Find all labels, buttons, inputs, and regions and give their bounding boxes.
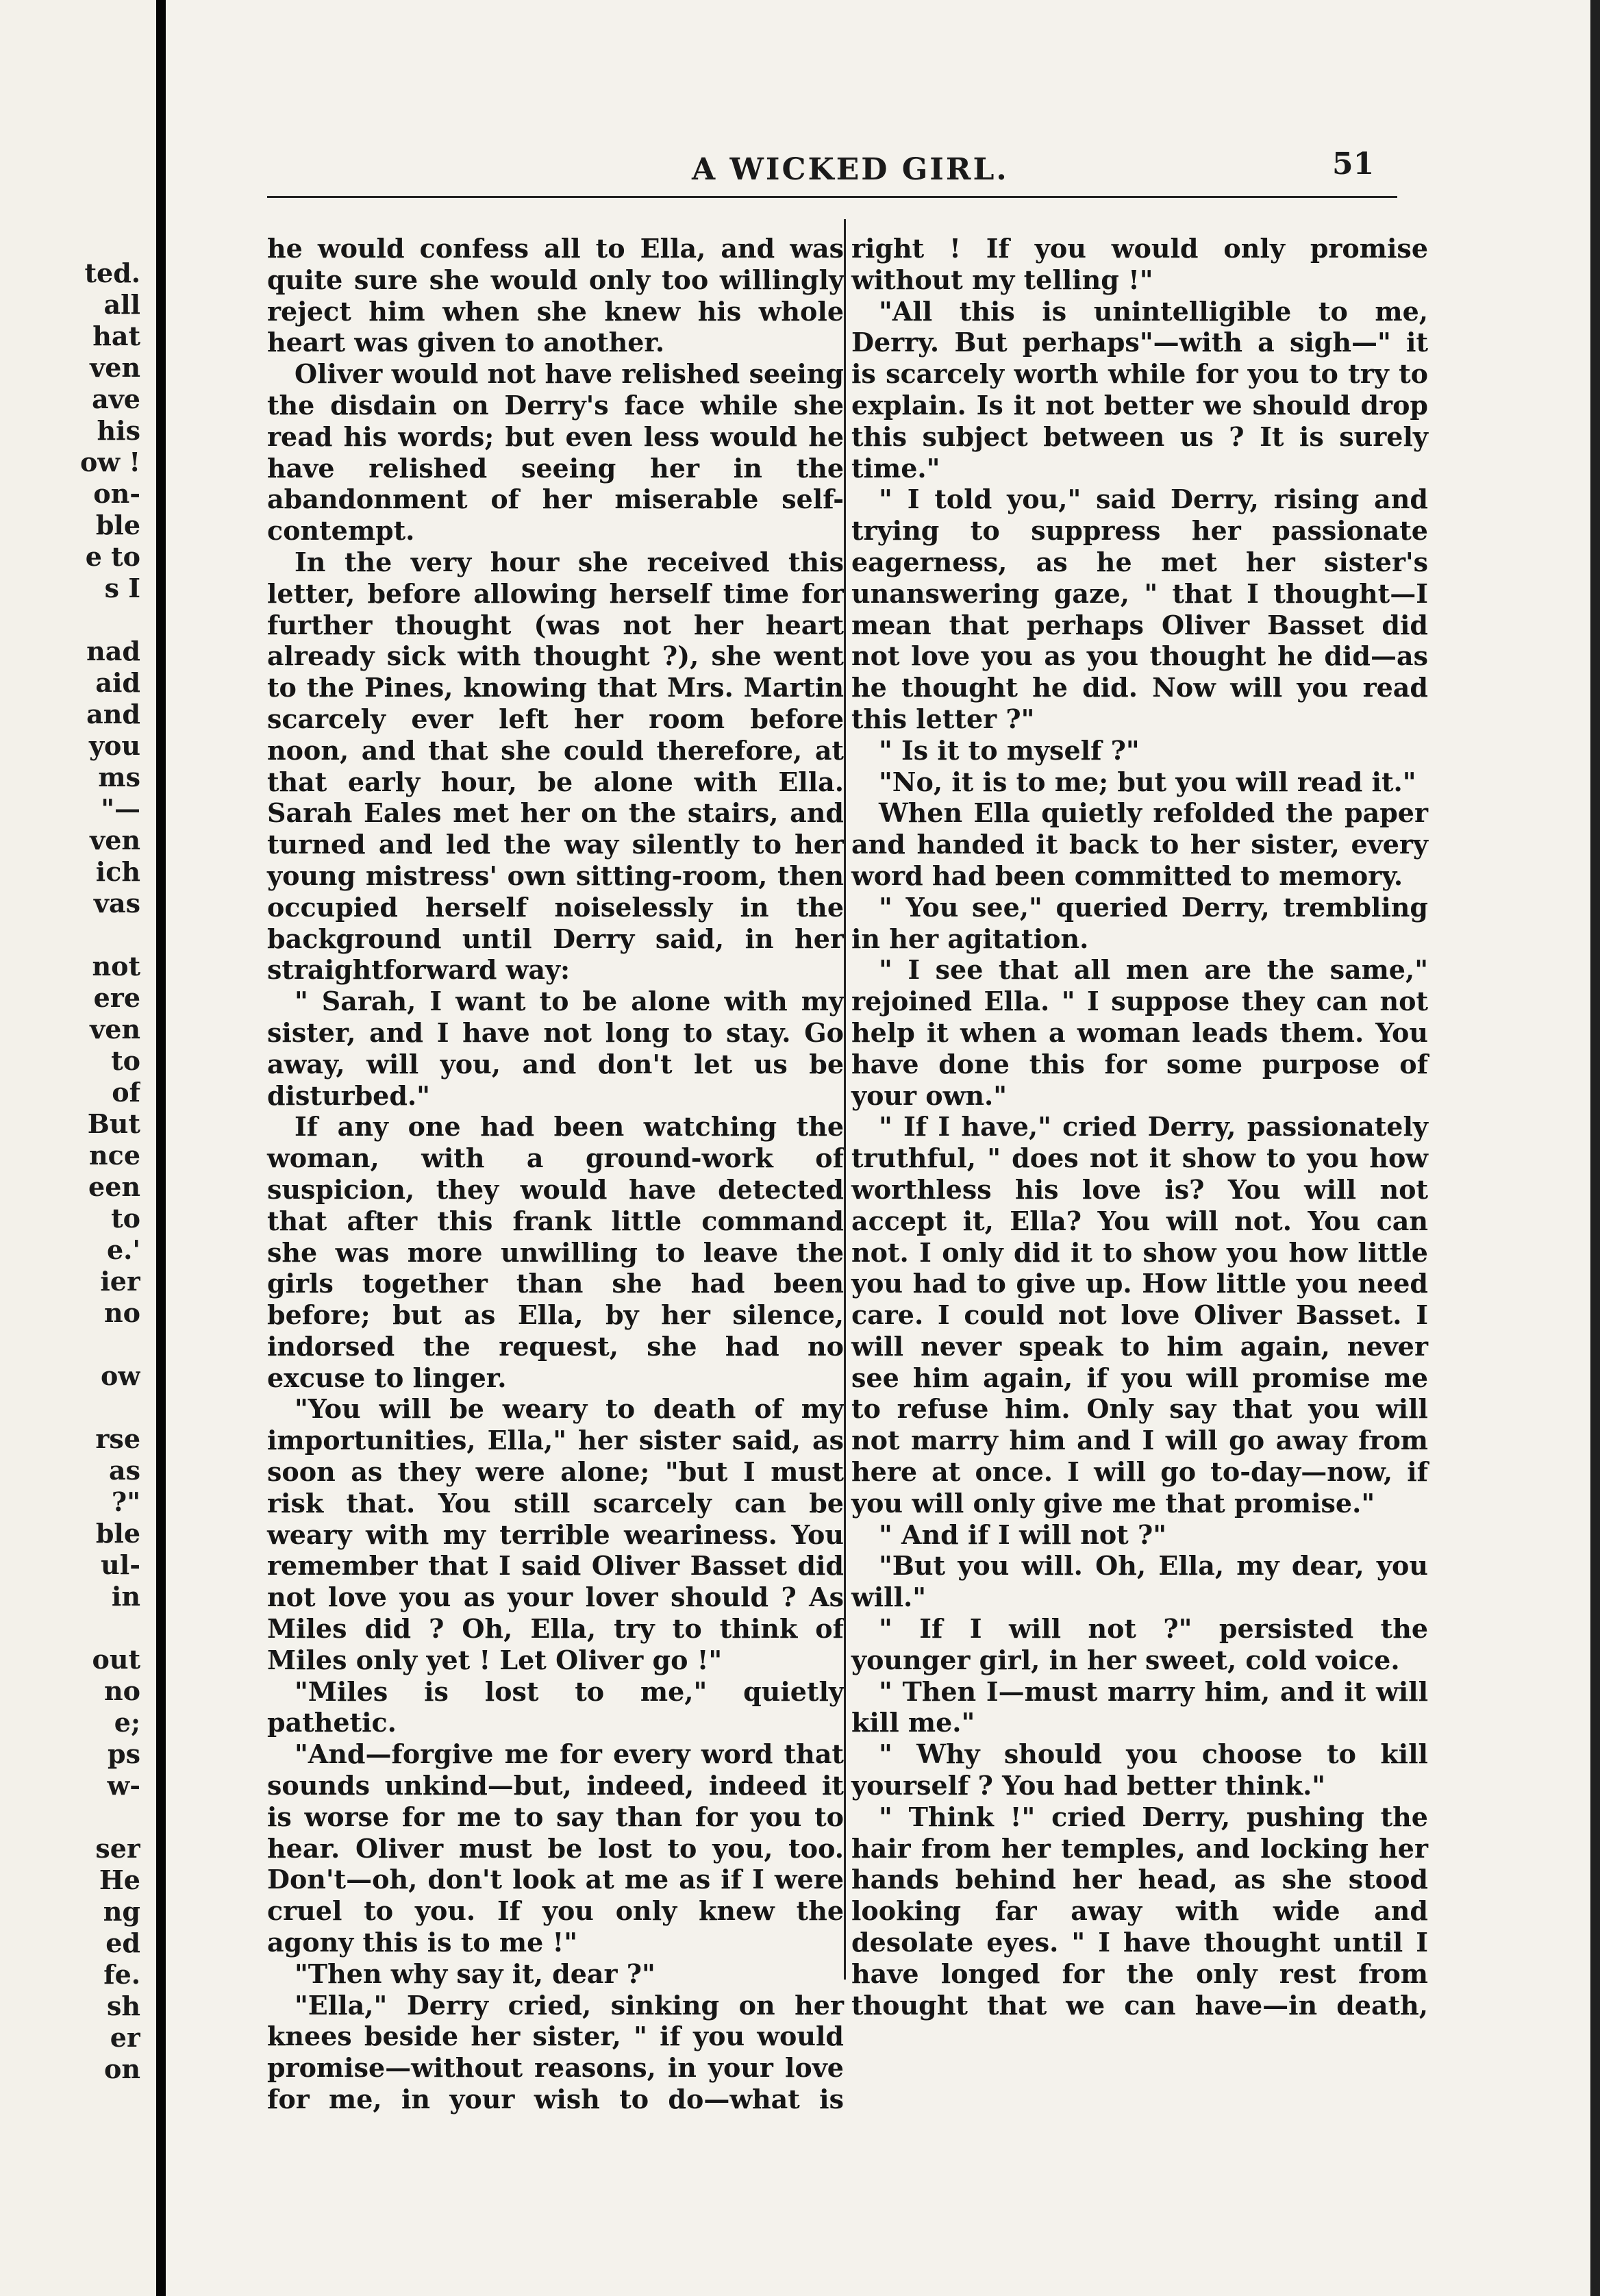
fragment-line: ul- [101,1549,140,1580]
fragment-line: ser [95,1833,140,1864]
left-page-edge [0,0,156,2296]
fragment-line: nad [86,636,140,666]
paragraph: Oliver would not have relished seeing the disdain on Derry's face while she read his words; but even less would he have relished seeing her in the abandonment of her miserable self-contempt. [267,358,844,547]
fragment-line: een [88,1171,140,1202]
paragraph: " And if I will not ?" [879,1519,1167,1550]
fragment-line: ms [98,762,140,793]
fragment-line: ere [93,982,140,1013]
fragment-line [0,1612,140,1644]
fragment-line: ven [90,825,140,856]
paragraph: When Ella quietly refolded the paper and handed it back to her sister, every word had been committed to memory. [851,797,1428,891]
fragment-line: ?" [111,1486,140,1517]
fragment-line: ven [90,352,140,383]
fragment-line: ng [103,1896,140,1927]
page-number: 51 [1332,147,1375,182]
fragment-line [0,1801,140,1833]
fragment-line: ted. [84,258,140,288]
fragment-line: on- [93,478,140,509]
fragment-line: ow [100,1360,140,1391]
paragraph: "And—forgive me for every word that sounds unkind—but, indeed, indeed it is worse for me to say than for you to hear. Oliver must be lost to you, too. Don't—oh, don't look at me as if I were cruel to you. If you only knew the agony this is to me !" [267,1738,844,1958]
paragraph: If any one had been watching the woman, with a ground-work of suspicion, they would have detected that after this frank little command she was more unwilling to leave the girls together than she had been before; but as Ella, by her silence, indorsed the request, she had no excuse to linger. [267,1111,844,1393]
paragraph: " Is it to myself ?" [879,734,1140,766]
fragment-line: But [87,1108,140,1139]
fragment-line: you [88,730,140,761]
fragment-line: er [110,2022,140,2053]
fragment-line: of [112,1077,140,1108]
fragment-line: in [111,1581,140,1612]
fragment-line: w- [107,1770,140,1801]
book-gutter [156,0,166,2296]
paragraph: "But you will. Oh, Ella, my dear, you will." [851,1550,1428,1613]
paragraph: " I see that all men are the same," rejoined Ella. " I suppose they can not help it when a woman leads them. You have done this for some purpose of your own." [851,954,1428,1111]
header-rule [267,196,1397,198]
fragment-line: ich [95,856,140,887]
left-page-fragments [0,258,140,2085]
paragraph: " If I will not ?" persisted the younger girl, in her sweet, cold voice. [851,1613,1428,1675]
paragraph: "No, it is to me; but you will read it." [879,766,1416,797]
fragment-line: e; [114,1707,140,1738]
paragraph: "You will be weary to death of my importunities, Ella," her sister said, as soon as they were alone; "but I must risk that. You still scarcely can be weary with my terrible weariness. You remember that I said Oliver Basset did not love you as your lover should ? As Miles did ? Oh, Ella, try to think of Miles only yet ! Let Oliver go !" [267,1393,844,1675]
fragment-line: no [104,1297,140,1328]
paragraph: " Think !" cried Derry, pushing the hair from her temples, and locking her hands behind her head, as she stood looking far away with wide and desolate eyes. " I have thought until I have longed for the only rest from thought that we can have—in death, [851,1801,1428,2021]
fragment-line: ow ! [80,447,140,477]
fragment-line: ble [95,1518,140,1549]
paragraph: " If I have," cried Derry, passionately truthful, " does not it show to you how worthless his love is? You will not accept it, Ella? You will not. You can not. I only did it to show you how little you had to give up. How little you need care. I could not love Oliver Basset. I will never speak to him again, never see him again, if you will promise me to refuse him. Only say that you will not marry him and I will go away from here at once. I will go to-day—now, if you will only give me that promise." [851,1111,1428,1519]
fragment-line: ave [92,384,140,414]
fragment-line: all [103,289,140,320]
paragraph: " You see," queried Derry, trembling in her agitation. [851,891,1428,954]
column-rule [844,219,846,1980]
fragment-line: fe. [103,1959,140,1990]
fragment-line: as [108,1455,140,1486]
right-column [851,233,1428,2021]
fragment-line: no [104,1675,140,1706]
fragment-line [0,1329,140,1360]
right-page-edge [1590,0,1600,2296]
fragment-line: and [86,699,140,729]
fragment-line [0,604,140,636]
fragment-line: not [92,951,140,982]
fragment-line: ed [105,1927,140,1958]
fragment-line: vas [93,888,140,919]
fragment-line: rse [95,1423,140,1454]
paragraph: " Sarah, I want to be alone with my sister, and I have not long to stay. Go away, will you, and don't let us be disturbed." [267,986,844,1111]
fragment-line: ps [108,1738,140,1769]
paragraph: "Then why say it, dear ?" [295,1958,655,1989]
fragment-line: hat [92,321,140,351]
paragraph: " Then I—must marry him, and it will kill me." [851,1675,1428,1738]
paragraph: In the very hour she received this letter, before allowing herself time for further thought (was not her heart already sick with thought ?), she went to the Pines, knowing that Mrs. Martin scarcely ever left her room before noon, and that she could therefore, at that early hour, be alone with Ella. Sarah Eales met her on the stairs, and turned and led the way silently to her young mistress' own sitting-room, then occupied herself noiselessly in the background until Derry said, in her straightforward way: [267,546,844,986]
left-column [267,233,844,2115]
fragment-line: sh [106,1991,140,2021]
paragraph: " Why should you choose to kill yourself ? You had better think." [851,1738,1428,1801]
fragment-line: out [92,1644,140,1675]
fragment-line: e to [85,541,140,572]
fragment-line: "— [101,793,140,824]
fragment-line: his [97,415,140,446]
fragment-line: to [111,1203,140,1234]
fragment-line: s I [104,573,140,603]
paragraph: he would confess all to Ella, and was quite sure she would only too willingly reject him when she knew his whole heart was given to another. [267,233,844,358]
fragment-line: ier [100,1266,140,1297]
fragment-line: to [111,1045,140,1076]
fragment-line [0,919,140,951]
fragment-line [0,1392,140,1423]
fragment-line: aid [95,667,140,698]
fragment-line: e.' [106,1234,140,1265]
running-title: A WICKED GIRL. [692,152,1009,187]
fragment-line: ble [95,510,140,540]
fragment-line: He [99,1864,140,1895]
paragraph: "Miles is lost to me," quietly pathetic. [267,1675,844,1738]
paragraph: "All this is unintelligible to me, Derry. But perhaps"—with a sigh—" it is scarcely worth while for you to try to explain. Is it not better we should drop this subject between us ? It is surely time." [851,295,1428,484]
fragment-line: on [104,2054,140,2084]
paragraph: " I told you," said Derry, rising and trying to suppress her passionate eagerness, as he met her sister's unanswering gaze, " that I thought—I mean that perhaps Oliver Basset did not love you as you thought he did—as he thought he did. Now will you read this letter ?" [851,484,1428,734]
paragraph: right ! If you would only promise without my telling !" [851,233,1428,295]
fragment-line: nce [89,1140,140,1171]
paragraph: "Ella," Derry cried, sinking on her knees beside her sister, " if you would promise—without reasons, in your love for me, in your wish to do—what is [267,1989,844,2115]
fragment-line: ven [90,1014,140,1045]
